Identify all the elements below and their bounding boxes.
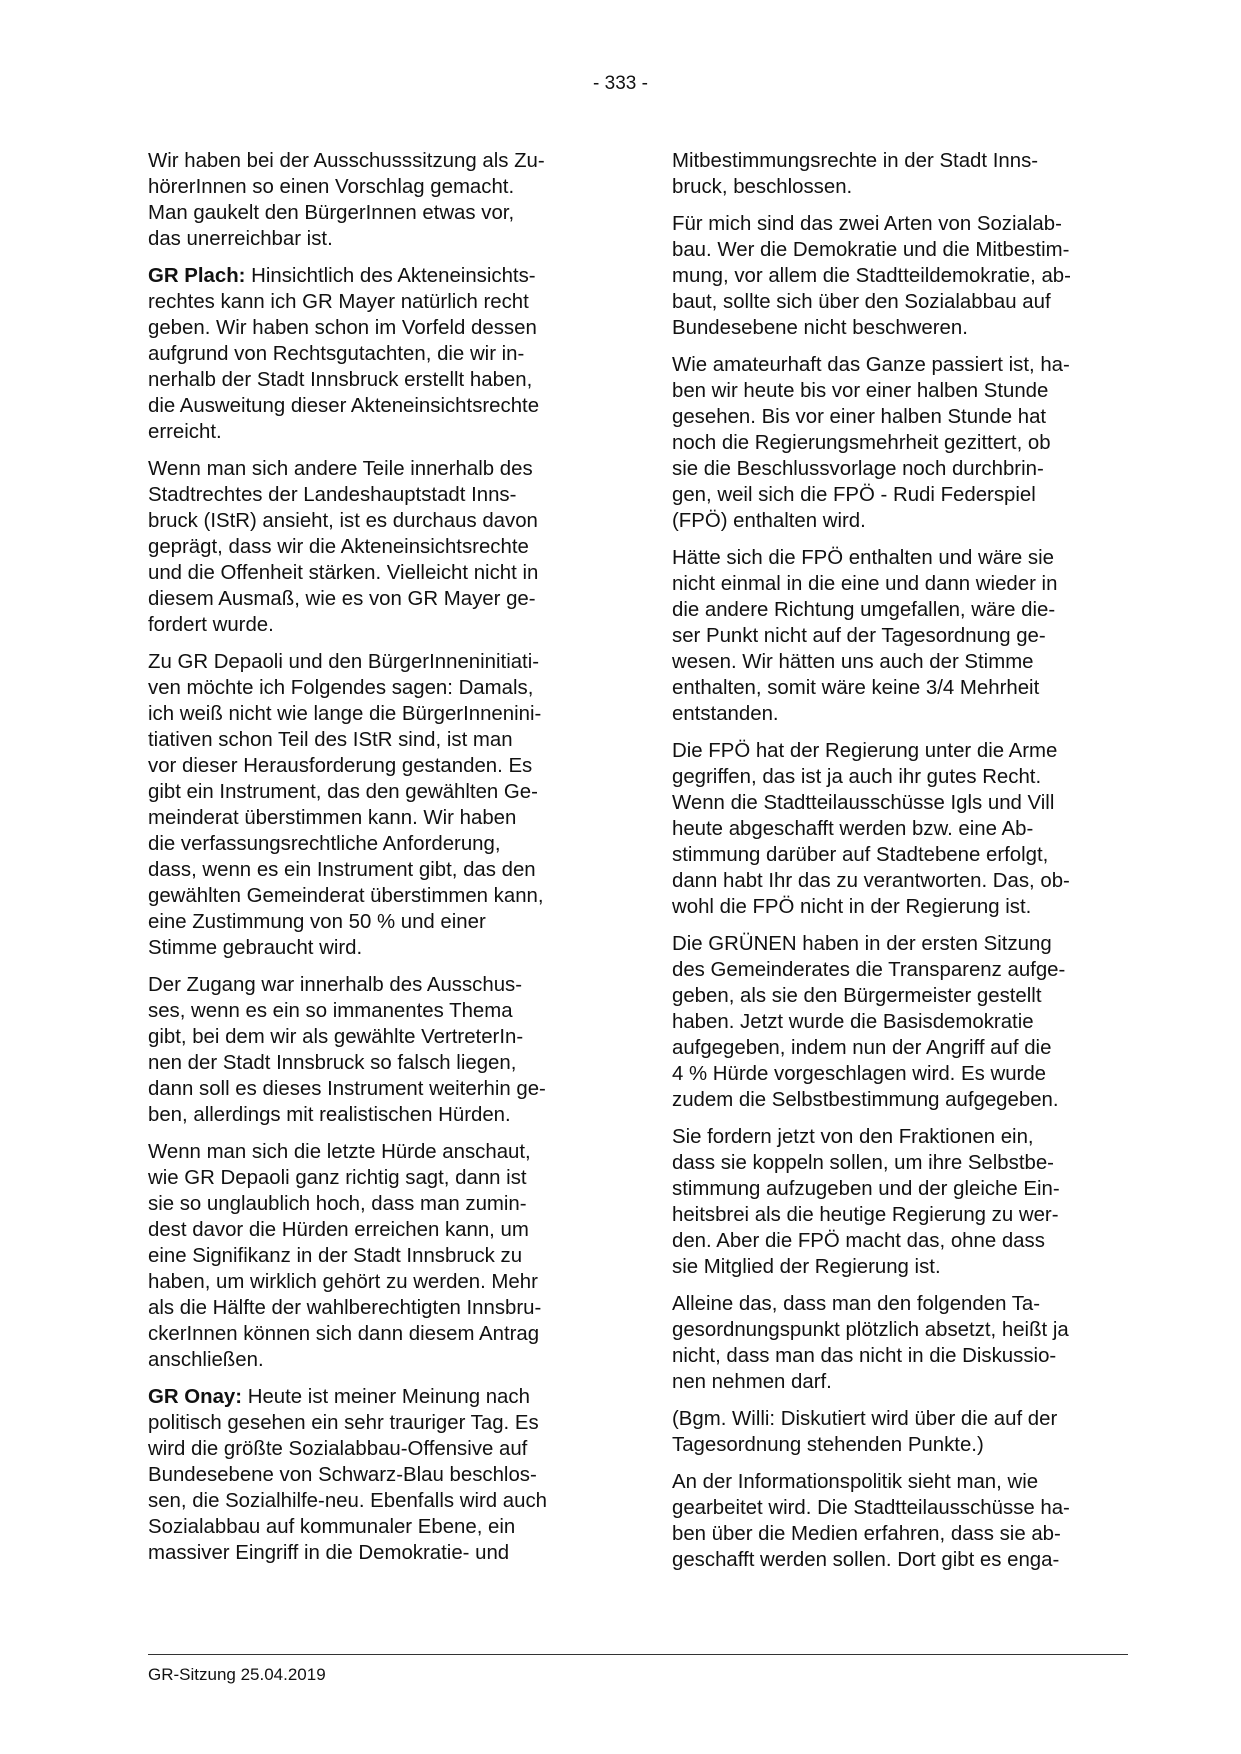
text-line <box>148 1462 600 1488</box>
line-text: dass sie koppeln sollen, um ihre Selbstbe- <box>672 1152 1054 1174</box>
text-line <box>148 805 600 831</box>
text-line <box>672 430 1132 456</box>
paragraph <box>672 545 1132 727</box>
speaker-name: GR Plach: <box>148 265 246 287</box>
line-text: vor dieser Herausforderung gestanden. Es <box>148 755 533 777</box>
line-text: haben, um wirklich gehört zu werden. Mehr <box>148 1271 538 1293</box>
text-line <box>148 393 600 419</box>
line-text: diesem Ausmaß, wie es von GR Mayer ge- <box>148 588 536 610</box>
line-text: (Bgm. Willi: Diskutiert wird über die auf der <box>672 1408 1058 1430</box>
line-text: nen der Stadt Innsbruck so falsch liegen, <box>148 1052 517 1074</box>
text-line <box>672 816 1132 842</box>
line-text: Man gaukelt den BürgerInnen etwas vor, <box>148 202 515 224</box>
line-text: Mitbestimmungsrechte in der Stadt Inns- <box>672 150 1039 172</box>
line-text: Wenn man sich die letzte Hürde anschaut, <box>148 1141 531 1163</box>
text-line <box>672 1254 1132 1280</box>
text-line <box>672 1521 1132 1547</box>
line-text: Die GRÜNEN haben in der ersten Sitzung <box>672 933 1052 955</box>
text-line <box>672 482 1132 508</box>
line-text: das unerreichbar ist. <box>148 228 333 250</box>
line-text: gen, weil sich die FPÖ - Rudi Federspiel <box>672 484 1036 506</box>
line-text: eine Signifikanz in der Stadt Innsbruck zu <box>148 1245 523 1267</box>
text-line <box>148 1347 600 1373</box>
line-text: tiativen schon Teil des IStR sind, ist man <box>148 729 513 751</box>
line-text: Wir haben bei der Ausschusssitzung als Zu- <box>148 150 545 172</box>
text-line <box>672 263 1132 289</box>
line-text: Bundesebene von Schwarz-Blau beschlos- <box>148 1464 537 1486</box>
page-number: - 333 - <box>593 73 648 94</box>
paragraph <box>672 148 1132 200</box>
line-text: An der Informationspolitik sieht man, wie <box>672 1471 1039 1493</box>
paragraph <box>672 211 1132 341</box>
line-text: (FPÖ) enthalten wird. <box>672 510 866 532</box>
line-text: ben über die Medien erfahren, dass sie ab- <box>672 1523 1061 1545</box>
text-line <box>148 831 600 857</box>
line-text: Tagesordnung stehenden Punkte.) <box>672 1434 984 1456</box>
line-text: dann soll es dieses Instrument weiterhin ge- <box>148 1078 546 1100</box>
text-line <box>148 972 600 998</box>
line-text: fordert wurde. <box>148 614 274 636</box>
line-text: zudem die Selbstbestimmung aufgegeben. <box>672 1089 1059 1111</box>
text-line <box>672 174 1132 200</box>
text-line <box>672 894 1132 920</box>
line-text: bau. Wer die Demokratie und die Mitbestim- <box>672 239 1070 261</box>
text-line <box>148 482 600 508</box>
speaker-name: GR Onay: <box>148 1386 243 1408</box>
text-line <box>148 1436 600 1462</box>
text-line <box>148 649 600 675</box>
footer-session-date: GR-Sitzung 25.04.2019 <box>148 1665 326 1684</box>
line-text: stimmung aufzugeben und der gleiche Ein- <box>672 1178 1060 1200</box>
text-line <box>672 1228 1132 1254</box>
line-text: noch die Regierungsmehrheit gezittert, ob <box>672 432 1051 454</box>
text-line <box>672 211 1132 237</box>
line-text: dann habt Ihr das zu verantworten. Das, ob- <box>672 870 1070 892</box>
text-line <box>672 352 1132 378</box>
text-line <box>672 983 1132 1009</box>
line-text: aufgrund von Rechtsgutachten, die wir in- <box>148 343 525 365</box>
line-text: wird die größte Sozialabbau-Offensive auf <box>148 1438 528 1460</box>
text-line <box>148 998 600 1024</box>
line-text: gibt, bei dem wir als gewählte VertreterIn- <box>148 1026 524 1048</box>
line-text: Hinsichtlich des Akteneinsichts- <box>245 265 536 287</box>
paragraph <box>672 352 1132 534</box>
paragraph <box>672 931 1132 1113</box>
text-line <box>148 534 600 560</box>
text-line <box>148 1243 600 1269</box>
text-line <box>148 1217 600 1243</box>
text-line <box>148 701 600 727</box>
line-text: Stadtrechtes der Landeshauptstadt Inns- <box>148 484 517 506</box>
line-text: dass, wenn es ein Instrument gibt, das den <box>148 859 536 881</box>
line-text: ben, allerdings mit realistischen Hürden. <box>148 1104 511 1126</box>
text-line <box>672 545 1132 571</box>
text-line <box>672 148 1132 174</box>
line-text: gewählten Gemeinderat überstimmen kann, <box>148 885 544 907</box>
line-text: ben wir heute bis vor einer halben Stunde <box>672 380 1049 402</box>
paragraph <box>148 1384 600 1566</box>
line-text: bruck, beschlossen. <box>672 176 853 198</box>
text-line <box>148 174 600 200</box>
text-line <box>148 586 600 612</box>
paragraph <box>148 456 600 638</box>
text-line <box>672 571 1132 597</box>
text-line <box>672 790 1132 816</box>
line-text: aufgegeben, indem nun der Angriff auf die <box>672 1037 1052 1059</box>
line-text: Wie amateurhaft das Ganze passiert ist, ha- <box>672 354 1070 376</box>
text-line <box>148 341 600 367</box>
text-line <box>148 1139 600 1165</box>
line-text: geschafft werden sollen. Dort gibt es enga- <box>672 1549 1060 1571</box>
line-text: des Gemeinderates die Transparenz aufge- <box>672 959 1066 981</box>
line-text: sie die Beschlussvorlage noch durchbrin- <box>672 458 1044 480</box>
text-line <box>672 1124 1132 1150</box>
text-line <box>672 1495 1132 1521</box>
text-line <box>148 1410 600 1436</box>
text-line <box>148 1321 600 1347</box>
text-line <box>672 1150 1132 1176</box>
line-text: als die Hälfte der wahlberechtigten Innsbru- <box>148 1297 542 1319</box>
line-text: anschließen. <box>148 1349 264 1371</box>
text-line <box>148 289 600 315</box>
right-column <box>672 148 1132 1584</box>
paragraph <box>672 1124 1132 1280</box>
text-line <box>672 623 1132 649</box>
text-line <box>148 1488 600 1514</box>
line-text: eine Zustimmung von 50 % und einer <box>148 911 486 933</box>
line-text: dest davor die Hürden erreichen kann, um <box>148 1219 529 1241</box>
text-line <box>148 1191 600 1217</box>
text-line <box>672 378 1132 404</box>
line-text: gesordnungspunkt plötzlich absetzt, heißt ja <box>672 1319 1069 1341</box>
line-text: wie GR Depaoli ganz richtig sagt, dann ist <box>148 1167 527 1189</box>
line-text: nicht, dass man das nicht in die Diskussio- <box>672 1345 1057 1367</box>
text-line <box>672 1176 1132 1202</box>
text-line <box>672 1009 1132 1035</box>
text-line <box>148 560 600 586</box>
line-text: wesen. Wir hätten uns auch der Stimme <box>672 651 1034 673</box>
line-text: Alleine das, dass man den folgenden Ta- <box>672 1293 1041 1315</box>
text-line <box>672 508 1132 534</box>
line-text: geben, als sie den Bürgermeister gestellt <box>672 985 1042 1007</box>
text-line <box>672 1547 1132 1573</box>
line-text: stimmung darüber auf Stadtebene erfolgt, <box>672 844 1049 866</box>
text-line <box>148 1050 600 1076</box>
line-text: Für mich sind das zwei Arten von Sozialab- <box>672 213 1062 235</box>
line-text: Hätte sich die FPÖ enthalten und wäre sie <box>672 547 1054 569</box>
line-text: rechtes kann ich GR Mayer natürlich recht <box>148 291 529 313</box>
text-line <box>672 701 1132 727</box>
text-line <box>148 1384 600 1410</box>
text-line <box>672 1369 1132 1395</box>
line-text: Sie fordern jetzt von den Fraktionen ein, <box>672 1126 1034 1148</box>
text-line <box>672 842 1132 868</box>
paragraph <box>148 263 600 445</box>
line-text: mung, vor allem die Stadtteildemokratie, ab- <box>672 265 1071 287</box>
text-line <box>672 289 1132 315</box>
line-text: 4 % Hürde vorgeschlagen wird. Es wurde <box>672 1063 1047 1085</box>
text-line <box>672 1202 1132 1228</box>
text-line <box>148 935 600 961</box>
line-text: gegriffen, das ist ja auch ihr gutes Recht. <box>672 766 1042 788</box>
line-text: hörerInnen so einen Vorschlag gemacht. <box>148 176 515 198</box>
text-line <box>672 1432 1132 1458</box>
text-line <box>148 1102 600 1128</box>
line-text: Wenn die Stadtteilausschüsse Igls und Vill <box>672 792 1055 814</box>
line-text: entstanden. <box>672 703 779 725</box>
text-line <box>672 1406 1132 1432</box>
paragraph <box>672 738 1132 920</box>
paragraph <box>672 1406 1132 1458</box>
line-text: gibt ein Instrument, das den gewählten Ge- <box>148 781 538 803</box>
line-text: geprägt, dass wir die Akteneinsichtsrechte <box>148 536 529 558</box>
line-text: nicht einmal in die eine und dann wieder in <box>672 573 1058 595</box>
text-line <box>672 675 1132 701</box>
text-line <box>148 148 600 174</box>
text-line <box>148 1295 600 1321</box>
line-text: baut, sollte sich über den Sozialabbau auf <box>672 291 1051 313</box>
text-line <box>148 508 600 534</box>
text-line <box>148 1540 600 1566</box>
line-text: massiver Eingriff in die Demokratie- und <box>148 1542 510 1564</box>
text-line <box>148 1076 600 1102</box>
line-text: ser Punkt nicht auf der Tagesordnung ge- <box>672 625 1046 647</box>
line-text: wohl die FPÖ nicht in der Regierung ist. <box>672 896 1032 918</box>
paragraph <box>148 972 600 1128</box>
paragraph <box>672 1291 1132 1395</box>
text-line <box>672 404 1132 430</box>
text-line <box>148 612 600 638</box>
line-text: die andere Richtung umgefallen, wäre die- <box>672 599 1056 621</box>
line-text: sie so unglaublich hoch, dass man zumin- <box>148 1193 527 1215</box>
line-text: erreicht. <box>148 421 222 443</box>
text-line <box>672 1035 1132 1061</box>
line-text: sie Mitglied der Regierung ist. <box>672 1256 941 1278</box>
text-line <box>672 868 1132 894</box>
paragraph <box>148 148 600 252</box>
text-line <box>148 753 600 779</box>
text-line <box>148 883 600 909</box>
paragraph <box>148 649 600 961</box>
line-text: ses, wenn es ein so immanentes Thema <box>148 1000 513 1022</box>
text-line <box>148 909 600 935</box>
text-line <box>672 597 1132 623</box>
text-line <box>672 931 1132 957</box>
line-text: heitsbrei als die heutige Regierung zu wer- <box>672 1204 1059 1226</box>
text-line <box>148 727 600 753</box>
line-text: Sozialabbau auf kommunaler Ebene, ein <box>148 1516 516 1538</box>
text-line <box>148 367 600 393</box>
text-line <box>148 779 600 805</box>
text-line <box>148 1024 600 1050</box>
line-text: Zu GR Depaoli und den BürgerInneninitiati- <box>148 651 540 673</box>
line-text: Stimme gebraucht wird. <box>148 937 363 959</box>
text-line <box>148 857 600 883</box>
line-text: politisch gesehen ein sehr trauriger Tag. Es <box>148 1412 539 1434</box>
line-text: haben. Jetzt wurde die Basisdemokratie <box>672 1011 1034 1033</box>
paragraph <box>148 1139 600 1373</box>
text-line <box>148 263 600 289</box>
line-text: Bundesebene nicht beschweren. <box>672 317 968 339</box>
text-line <box>148 675 600 701</box>
paragraph <box>672 1469 1132 1573</box>
text-line <box>148 315 600 341</box>
text-line <box>148 226 600 252</box>
line-text: enthalten, somit wäre keine 3/4 Mehrheit <box>672 677 1040 699</box>
text-line <box>672 237 1132 263</box>
text-line <box>148 1269 600 1295</box>
left-column <box>148 148 600 1577</box>
line-text: geben. Wir haben schon im Vorfeld dessen <box>148 317 537 339</box>
line-text: gearbeitet wird. Die Stadtteilausschüsse ha- <box>672 1497 1070 1519</box>
text-line <box>672 1087 1132 1113</box>
text-line <box>672 764 1132 790</box>
line-text: meinderat überstimmen kann. Wir haben <box>148 807 517 829</box>
line-text: gesehen. Bis vor einer halben Stunde hat <box>672 406 1047 428</box>
line-text: heute abgeschafft werden bzw. eine Ab- <box>672 818 1034 840</box>
text-line <box>148 1514 600 1540</box>
text-line <box>672 315 1132 341</box>
line-text: ich weiß nicht wie lange die BürgerInnenini- <box>148 703 542 725</box>
line-text: Der Zugang war innerhalb des Ausschus- <box>148 974 523 996</box>
footer-divider <box>148 1654 1128 1655</box>
text-line <box>672 1291 1132 1317</box>
line-text: Wenn man sich andere Teile innerhalb des <box>148 458 533 480</box>
line-text: ckerInnen können sich dann diesem Antrag <box>148 1323 540 1345</box>
line-text: ven möchte ich Folgendes sagen: Damals, <box>148 677 534 699</box>
line-text: den. Aber die FPÖ macht das, ohne dass <box>672 1230 1045 1252</box>
text-line <box>148 456 600 482</box>
text-line <box>148 200 600 226</box>
line-text: Die FPÖ hat der Regierung unter die Arme <box>672 740 1058 762</box>
line-text: sen, die Sozialhilfe-neu. Ebenfalls wird auch <box>148 1490 547 1512</box>
line-text: die Ausweitung dieser Akteneinsichtsrechte <box>148 395 540 417</box>
line-text: nen nehmen darf. <box>672 1371 832 1393</box>
text-line <box>672 649 1132 675</box>
text-line <box>672 1317 1132 1343</box>
text-line <box>672 456 1132 482</box>
line-text: und die Offenheit stärken. Vielleicht nicht in <box>148 562 539 584</box>
line-text: die verfassungsrechtliche Anforderung, <box>148 833 501 855</box>
text-line <box>672 738 1132 764</box>
text-line <box>672 957 1132 983</box>
text-line <box>148 1165 600 1191</box>
text-line <box>672 1343 1132 1369</box>
text-line <box>672 1061 1132 1087</box>
text-line <box>672 1469 1132 1495</box>
line-text: Heute ist meiner Meinung nach <box>242 1386 530 1408</box>
text-line <box>148 419 600 445</box>
line-text: bruck (IStR) ansieht, ist es durchaus davon <box>148 510 538 532</box>
line-text: nerhalb der Stadt Innsbruck erstellt haben, <box>148 369 533 391</box>
